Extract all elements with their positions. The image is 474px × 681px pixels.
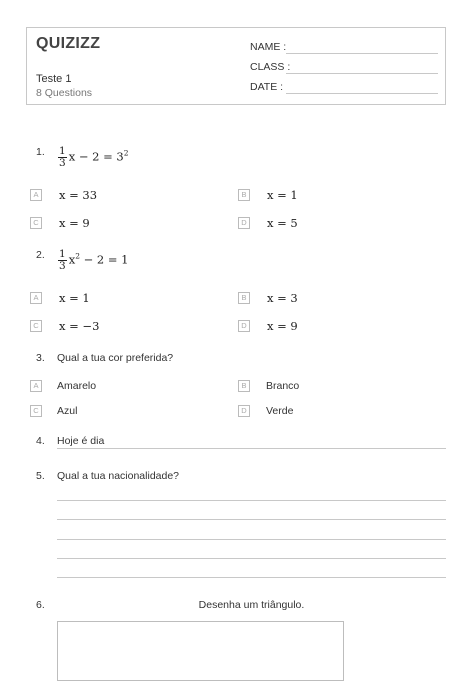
answer-line[interactable] (57, 539, 446, 540)
option-d-text: x = 9 (267, 319, 298, 333)
option-d-box[interactable]: D (238, 217, 250, 229)
option-a-text: Amarelo (57, 380, 97, 392)
option-b-box[interactable]: B (238, 380, 250, 392)
option-c-box[interactable]: C (30, 217, 42, 229)
question-2-number: 2. (36, 249, 45, 261)
option-c-box[interactable]: C (30, 320, 42, 332)
question-1-equation: $\frac{1}{3}$ $x - 2 = 3^2$ (59, 145, 129, 169)
option-a-text: x = 33 (59, 188, 98, 202)
question-4-text: Hoje é dia (57, 435, 105, 447)
option-c-box[interactable]: C (30, 405, 42, 417)
option-b-text: x = 3 (267, 291, 298, 305)
test-title: Teste 1 (36, 73, 72, 85)
option-d-text: x = 5 (267, 216, 298, 230)
name-field[interactable] (286, 53, 438, 54)
option-b-text: Branco (266, 380, 300, 392)
question-6-number: 6. (36, 599, 45, 611)
question-4-number: 4. (36, 435, 45, 447)
date-field[interactable] (286, 93, 438, 94)
answer-line[interactable] (57, 558, 446, 559)
answer-line[interactable] (57, 577, 446, 578)
answer-line[interactable] (57, 500, 446, 501)
question-5-number: 5. (36, 470, 45, 482)
question-5-text: Qual a tua nacionalidade? (57, 470, 180, 482)
answer-line[interactable] (57, 448, 446, 449)
drawing-area[interactable] (57, 621, 344, 681)
option-a-text: x = 1 (59, 291, 90, 305)
question-2-equation: $\frac{1}{3}$ $x^2 - 2 = 1$ (59, 248, 129, 272)
option-b-box[interactable]: B (238, 189, 250, 201)
option-c-text: x = 9 (59, 216, 90, 230)
option-d-box[interactable]: D (238, 320, 250, 332)
option-b-text: x = 1 (267, 188, 298, 202)
option-d-box[interactable]: D (238, 405, 250, 417)
answer-line[interactable] (57, 519, 446, 520)
question-1-number: 1. (36, 146, 45, 158)
name-label: NAME : (250, 41, 287, 53)
class-label: CLASS : (250, 61, 291, 73)
option-c-text: Azul (57, 405, 78, 417)
question-6-text: Desenha um triângulo. (198, 599, 305, 611)
option-d-text: Verde (266, 405, 294, 417)
option-a-box[interactable]: A (30, 189, 42, 201)
option-b-box[interactable]: B (238, 292, 250, 304)
question-3-number: 3. (36, 352, 45, 364)
quizizz-logo: QUIZIZZ (36, 35, 101, 52)
option-c-text: x = −3 (59, 319, 100, 333)
option-a-box[interactable]: A (30, 380, 42, 392)
date-label: DATE : (250, 81, 284, 93)
question-count: 8 Questions (36, 87, 93, 99)
class-field[interactable] (286, 73, 438, 74)
question-3-text: Qual a tua cor preferida? (57, 352, 174, 364)
option-a-box[interactable]: A (30, 292, 42, 304)
